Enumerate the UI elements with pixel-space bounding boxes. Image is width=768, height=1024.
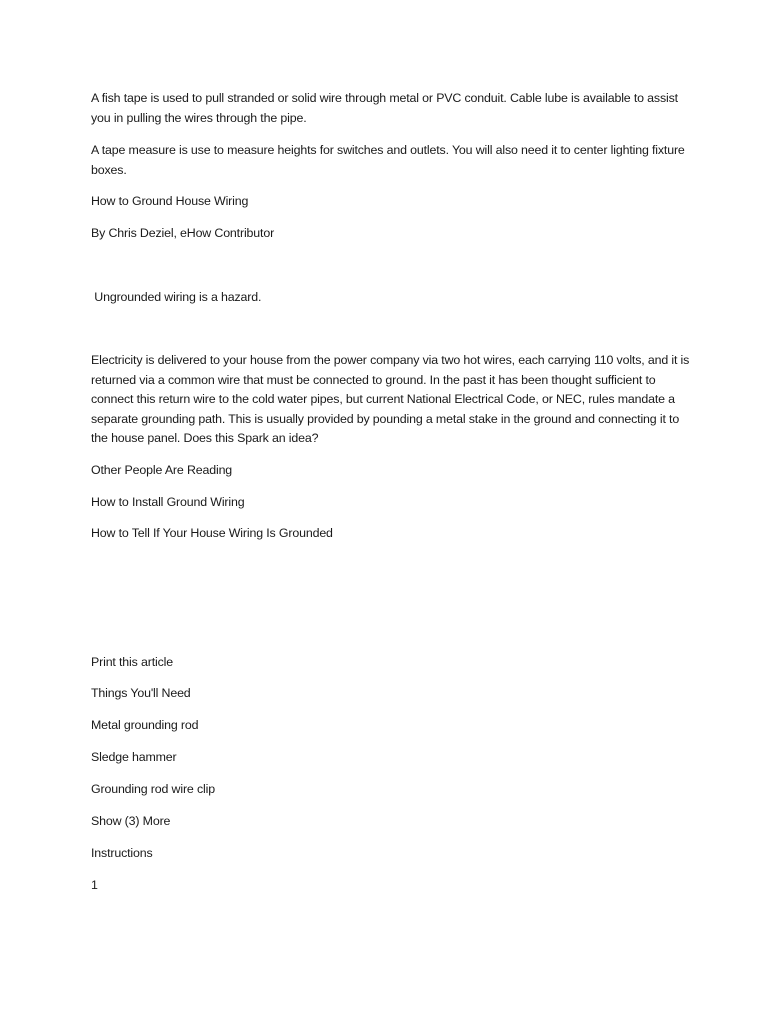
- list-item-grounding-rod: Metal grounding rod: [91, 718, 199, 732]
- show-more-text: Show (3) More: [91, 814, 171, 828]
- article-byline: By Chris Deziel, eHow Contributor: [91, 226, 275, 240]
- article-body-paragraph: Electricity is delivered to your house from the power company via two hot wires, each carrying 110 volts, and it is returned via a common wire that must be connected to ground. In the past it has been thought sufficient to connect this return wire to the cold water pipes, but current National Electrical Code, or NEC, rules mandate a separate grounding path. This is usually provided by pounding a metal stake in the ground and connecting it to the house panel. Does this Spark an idea?: [91, 353, 690, 445]
- fish-tape-paragraph: A fish tape is used to pull stranded or solid wire through metal or PVC conduit. Cable lube is available to assist you in pulling the wires through the pipe.: [91, 91, 678, 125]
- other-people-reading-heading: Other People Are Reading: [91, 463, 233, 477]
- list-item-sledge-hammer: Sledge hammer: [91, 750, 177, 764]
- step-number: 1: [91, 878, 98, 892]
- tape-measure-paragraph: A tape measure is use to measure heights for switches and outlets. You will also need it to center lighting fixture boxes.: [91, 143, 685, 177]
- related-link-install-ground-wiring: How to Install Ground Wiring: [91, 495, 245, 509]
- things-needed-heading: Things You'll Need: [91, 686, 191, 700]
- instructions-heading: Instructions: [91, 846, 153, 860]
- image-caption: Ungrounded wiring is a hazard.: [91, 290, 262, 304]
- related-link-tell-if-grounded: How to Tell If Your House Wiring Is Grounded: [91, 526, 333, 540]
- print-article-text: Print this article: [91, 655, 173, 669]
- article-title: How to Ground House Wiring: [91, 194, 249, 208]
- list-item-wire-clip: Grounding rod wire clip: [91, 782, 215, 796]
